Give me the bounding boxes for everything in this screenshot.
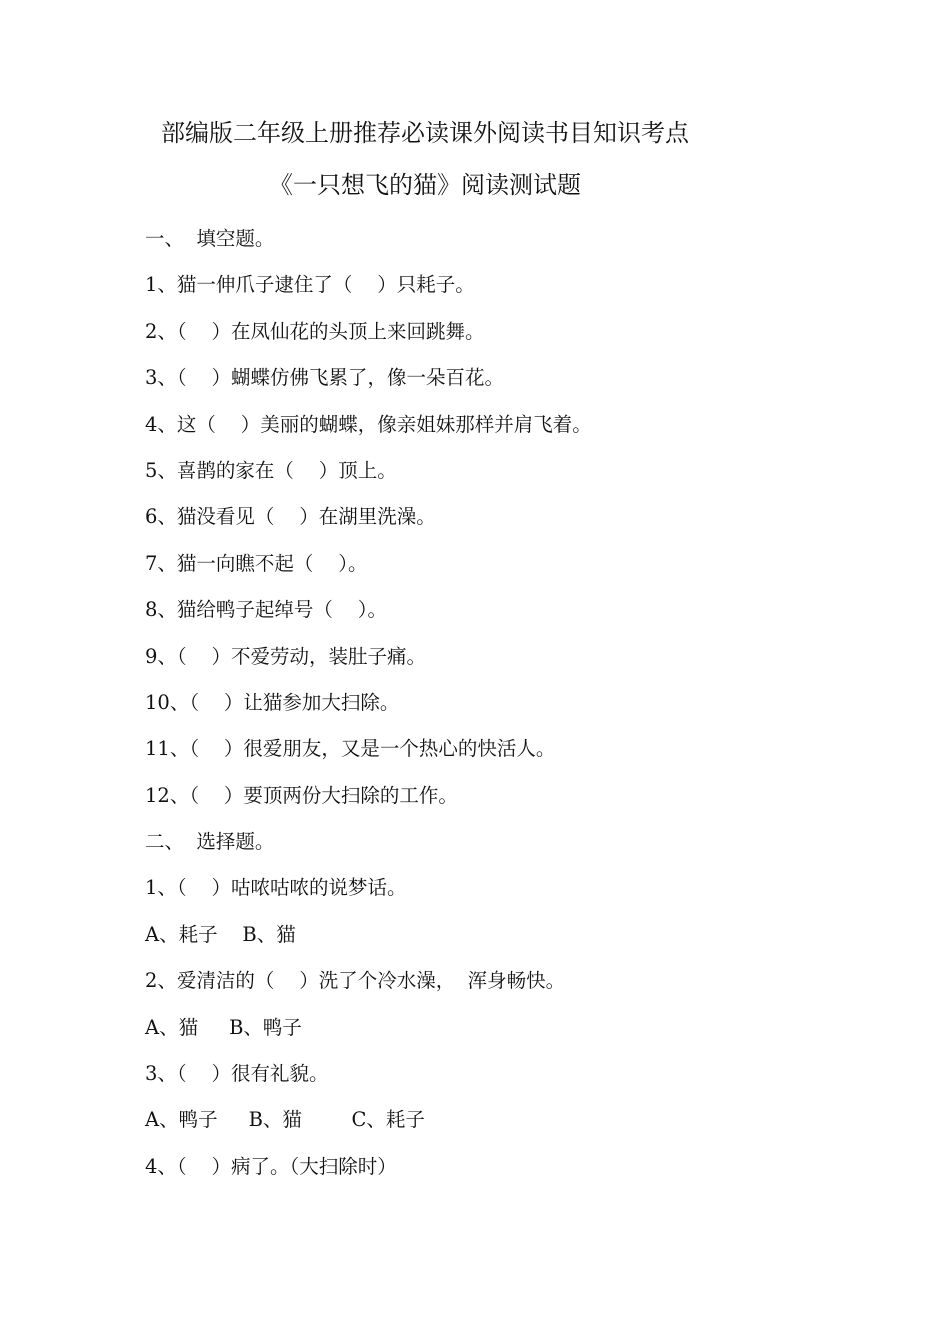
document-title: 部编版二年级上册推荐必读课外阅读书目知识考点 bbox=[161, 119, 689, 147]
document-subtitle: 《一只想飞的猫》阅读测试题 bbox=[269, 171, 581, 199]
question-line: 11、（ ）很爱朋友，又是一个热心的快活人。 bbox=[145, 737, 556, 761]
question-line: 6、猫没看见（ ）在湖里洗澡。 bbox=[145, 505, 436, 529]
question-line: 5、喜鹊的家在（ ）顶上。 bbox=[145, 458, 397, 482]
question-line: 4、（ ）病了。（大扫除时） bbox=[145, 1154, 397, 1178]
question-line: 1、（ ）咕哝咕哝的说梦话。 bbox=[145, 876, 407, 900]
question-line: 10、（ ）让猫参加大扫除。 bbox=[145, 690, 400, 714]
answer-options: A、猫 B、鸭子 bbox=[145, 1015, 302, 1039]
question-line: 3、（ ）很有礼貌。 bbox=[145, 1062, 329, 1086]
question-line: 4、这（ ）美丽的蝴蝶，像亲姐妹那样并肩飞着。 bbox=[145, 412, 592, 436]
question-line: 8、猫给鸭子起绰号（ ）。 bbox=[145, 598, 387, 622]
question-line: 2、爱清洁的（ ）洗了个冷水澡， 浑身畅快。 bbox=[145, 969, 566, 993]
answer-options: A、鸭子 B、猫 C、耗子 bbox=[145, 1108, 425, 1132]
question-line: 9、（ ）不爱劳动，装肚子痛。 bbox=[145, 644, 426, 668]
question-line: 7、猫一向瞧不起（ ）。 bbox=[145, 551, 368, 575]
section-heading-multiple-choice: 二、 选择题。 bbox=[145, 830, 275, 854]
question-line: 12、（ ）要顶两份大扫除的工作。 bbox=[145, 783, 458, 807]
question-line: 3、（ ）蝴蝶仿佛飞累了，像一朵百花。 bbox=[145, 366, 504, 390]
section-heading-fill-blank: 一、 填空题。 bbox=[145, 227, 275, 250]
answer-options: A、耗子 B、猫 bbox=[145, 922, 296, 946]
question-list bbox=[145, 224, 865, 1198]
question-line: 2、（ ）在凤仙花的头顶上来回跳舞。 bbox=[145, 319, 485, 343]
question-line: 1、猫一伸爪子逮住了（ ）只耗子。 bbox=[145, 273, 475, 297]
